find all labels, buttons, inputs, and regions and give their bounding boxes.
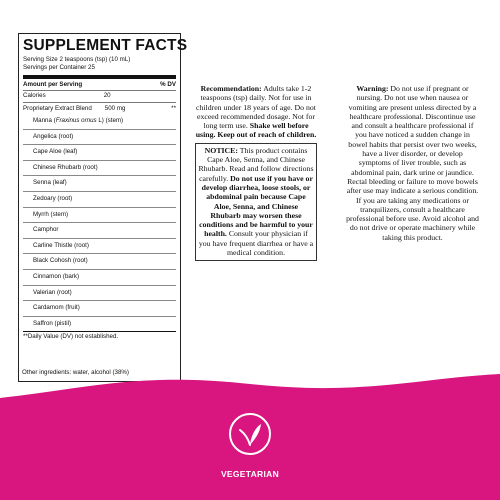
dv-header: % DV: [160, 80, 176, 88]
blend-dv: **: [171, 105, 176, 112]
vegetarian-label: VEGETARIAN: [220, 469, 280, 479]
ingredient-row: Zedoary (root): [23, 192, 176, 208]
ingredient-row: Valerian (root): [23, 286, 176, 302]
ingredient-row: Myrrh (stem): [23, 208, 176, 224]
servings-per-container: Servings per Container 25: [23, 64, 95, 72]
daily-value-note: **Daily Value (DV) not established.: [23, 331, 176, 342]
amount-header: Amount per Serving: [23, 80, 83, 88]
recommendation-text: Recommendation: Adults take 1-2 teaspoons (tsp) daily. Not for use in children under 18 years of age. Do not exceed recommended dosage. Not for long term use. Shake well before using. Keep out of reach of children.: [195, 84, 317, 140]
ingredient-row: Cape Aloe (leaf): [23, 145, 176, 161]
leaf-icon: [228, 412, 272, 456]
notice-box: NOTICE: This product contains Cape Aloe, Senna, and Chinese Rhubarb. Read and follow directions carefully. Do not use if you have or develop diarrhea, loose stools, or abdominal pain because Cape Aloe, Senna, and Chinese Rhubarb may worsen these conditions and be harmful to your health. Consult your physician if you have frequent diarrhea or have a medical condition.: [195, 143, 317, 262]
ingredient-row: Chinese Rhubarb (root): [23, 161, 176, 177]
ingredient-row: Carline Thistle (root): [23, 239, 176, 255]
blend-amount: 500 mg: [104, 105, 126, 112]
ingredient-row: Camphor: [23, 223, 176, 239]
calories-value: 20: [103, 92, 111, 100]
warning-text: Warning: Do not use if pregnant or nursing. Do not use when nausea or vomiting are present unless directed by a healthcare professional. Discontinue use and consult a healthcare professional if you have noticed a sudden change in bowel habits that persist over two weeks, have a liver disorder, or develop symptoms of liver trouble, such as abdominal pain, dark urine or jaundice. Rectal bleeding or failure to move bowels after use may indicate a serious condition. If you are taking any medications or tranquilizers, consult a healthcare professional before use. Avoid alcohol and do not drive or operate machinery while taking this product.: [346, 84, 479, 242]
ingredient-row: Manna (Fraxinus ornus L) (stem): [23, 114, 176, 130]
ingredient-row: Black Cohosh (root): [23, 254, 176, 270]
ingredient-row: Saffron (pistil): [33, 319, 72, 327]
serving-size: Serving Size 2 teaspoons (tsp) (10 mL): [23, 56, 131, 63]
other-ingredients: Other ingredients: water, alcohol (38%): [22, 369, 129, 376]
calories-label: Calories: [23, 92, 46, 100]
ingredient-row: Angelica (root): [23, 130, 176, 146]
ingredient-row: Senna (leaf): [23, 176, 176, 192]
blend-label: Proprietary Extract Blend: [23, 105, 92, 112]
ingredient-row: Cardamom (fruit): [23, 301, 176, 317]
supplement-facts-title: SUPPLEMENT FACTS: [23, 37, 188, 54]
ingredient-row: Cinnamon (bark): [23, 270, 176, 286]
